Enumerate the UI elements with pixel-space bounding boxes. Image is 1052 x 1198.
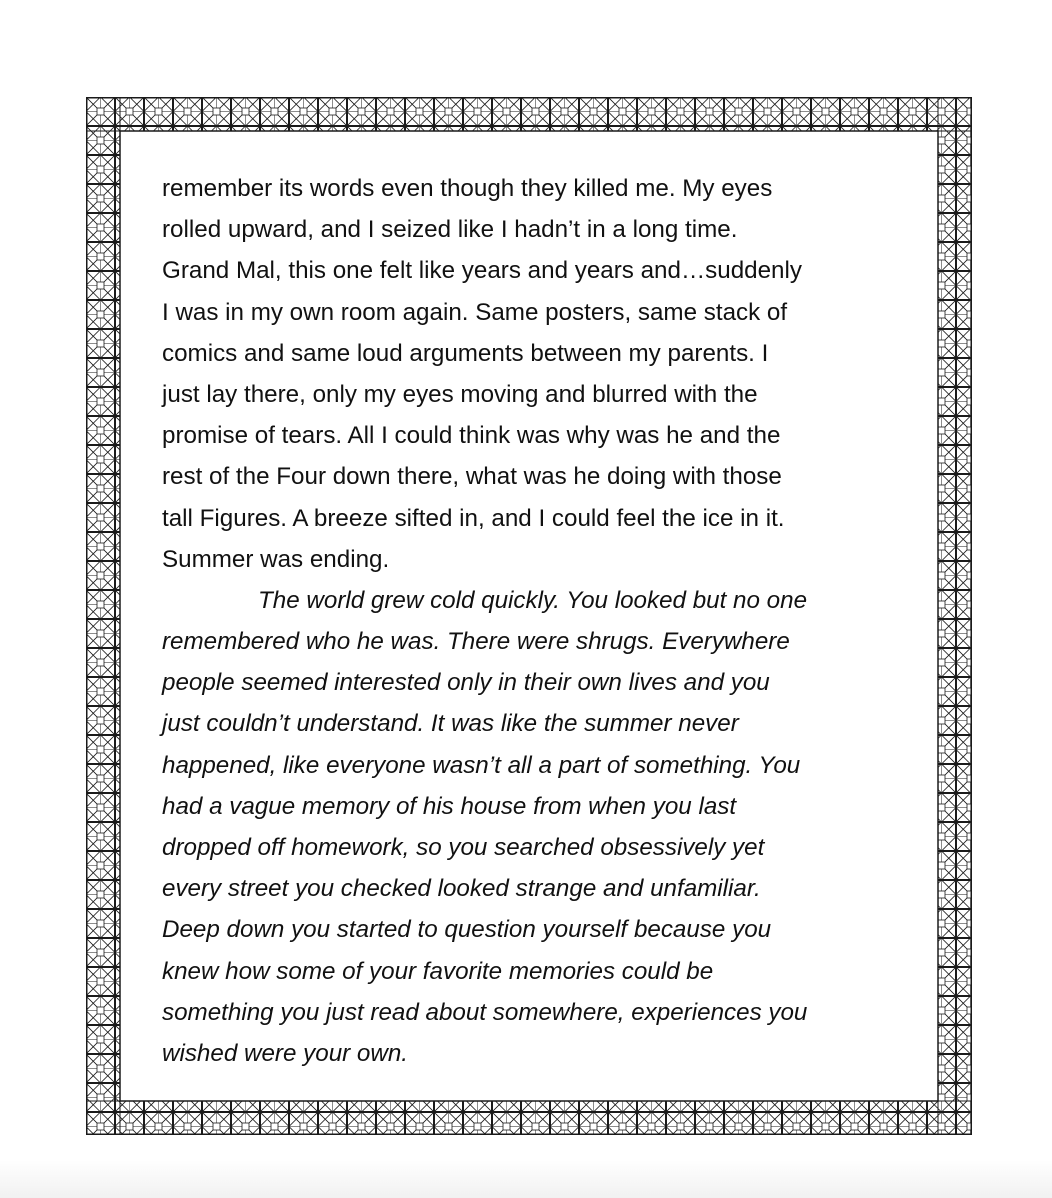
text-line: knew how some of your favorite memories could be (162, 957, 714, 985)
text-line: just couldn’t understand. It was like the summer never (162, 710, 739, 738)
text-line: promise of tears. All I could think was why was he and the (162, 422, 781, 450)
text-line: had a vague memory of his house from when you last (162, 792, 737, 820)
text-line: just lay there, only my eyes moving and blurred with the (162, 380, 758, 408)
text-line: dropped off homework, so you searched obsessively yet (162, 834, 765, 861)
page-bottom-shadow (0, 1160, 1052, 1198)
text-line: happened, like everyone wasn’t all a part of something. You (162, 751, 801, 779)
text-line: tall Figures. A breeze sifted in, and I could feel the ice in it. (162, 504, 785, 532)
text-line: comics and same loud arguments between my parents. I (162, 339, 769, 367)
text-line: rolled upward, and I seized like I hadn’t in a long time. (162, 216, 738, 244)
text-line: every street you checked looked strange and unfamiliar. (162, 875, 761, 903)
body-paragraph (162, 168, 902, 580)
text-line: remember its words even though they killed me. My eyes (162, 175, 773, 202)
text-line: Summer was ending. (162, 545, 390, 573)
italic-paragraph (162, 580, 902, 1074)
text-line: The world grew cold quickly. You looked but no one (258, 586, 808, 614)
story-text (162, 168, 902, 1074)
text-line: something you just read about somewhere, experiences you (162, 998, 808, 1026)
text-line: Deep down you started to question yourself because you (162, 916, 772, 944)
text-line: wished were your own. (162, 1039, 409, 1067)
text-line: rest of the Four down there, what was he doing with those (162, 463, 782, 491)
text-line: people seemed interested only in their own lives and you (162, 669, 770, 697)
text-line: Grand Mal, this one felt like years and years and…suddenly (162, 257, 802, 285)
text-line: I was in my own room again. Same posters, same stack of (162, 298, 788, 326)
text-line: remembered who he was. There were shrugs. Everywhere (162, 628, 790, 656)
